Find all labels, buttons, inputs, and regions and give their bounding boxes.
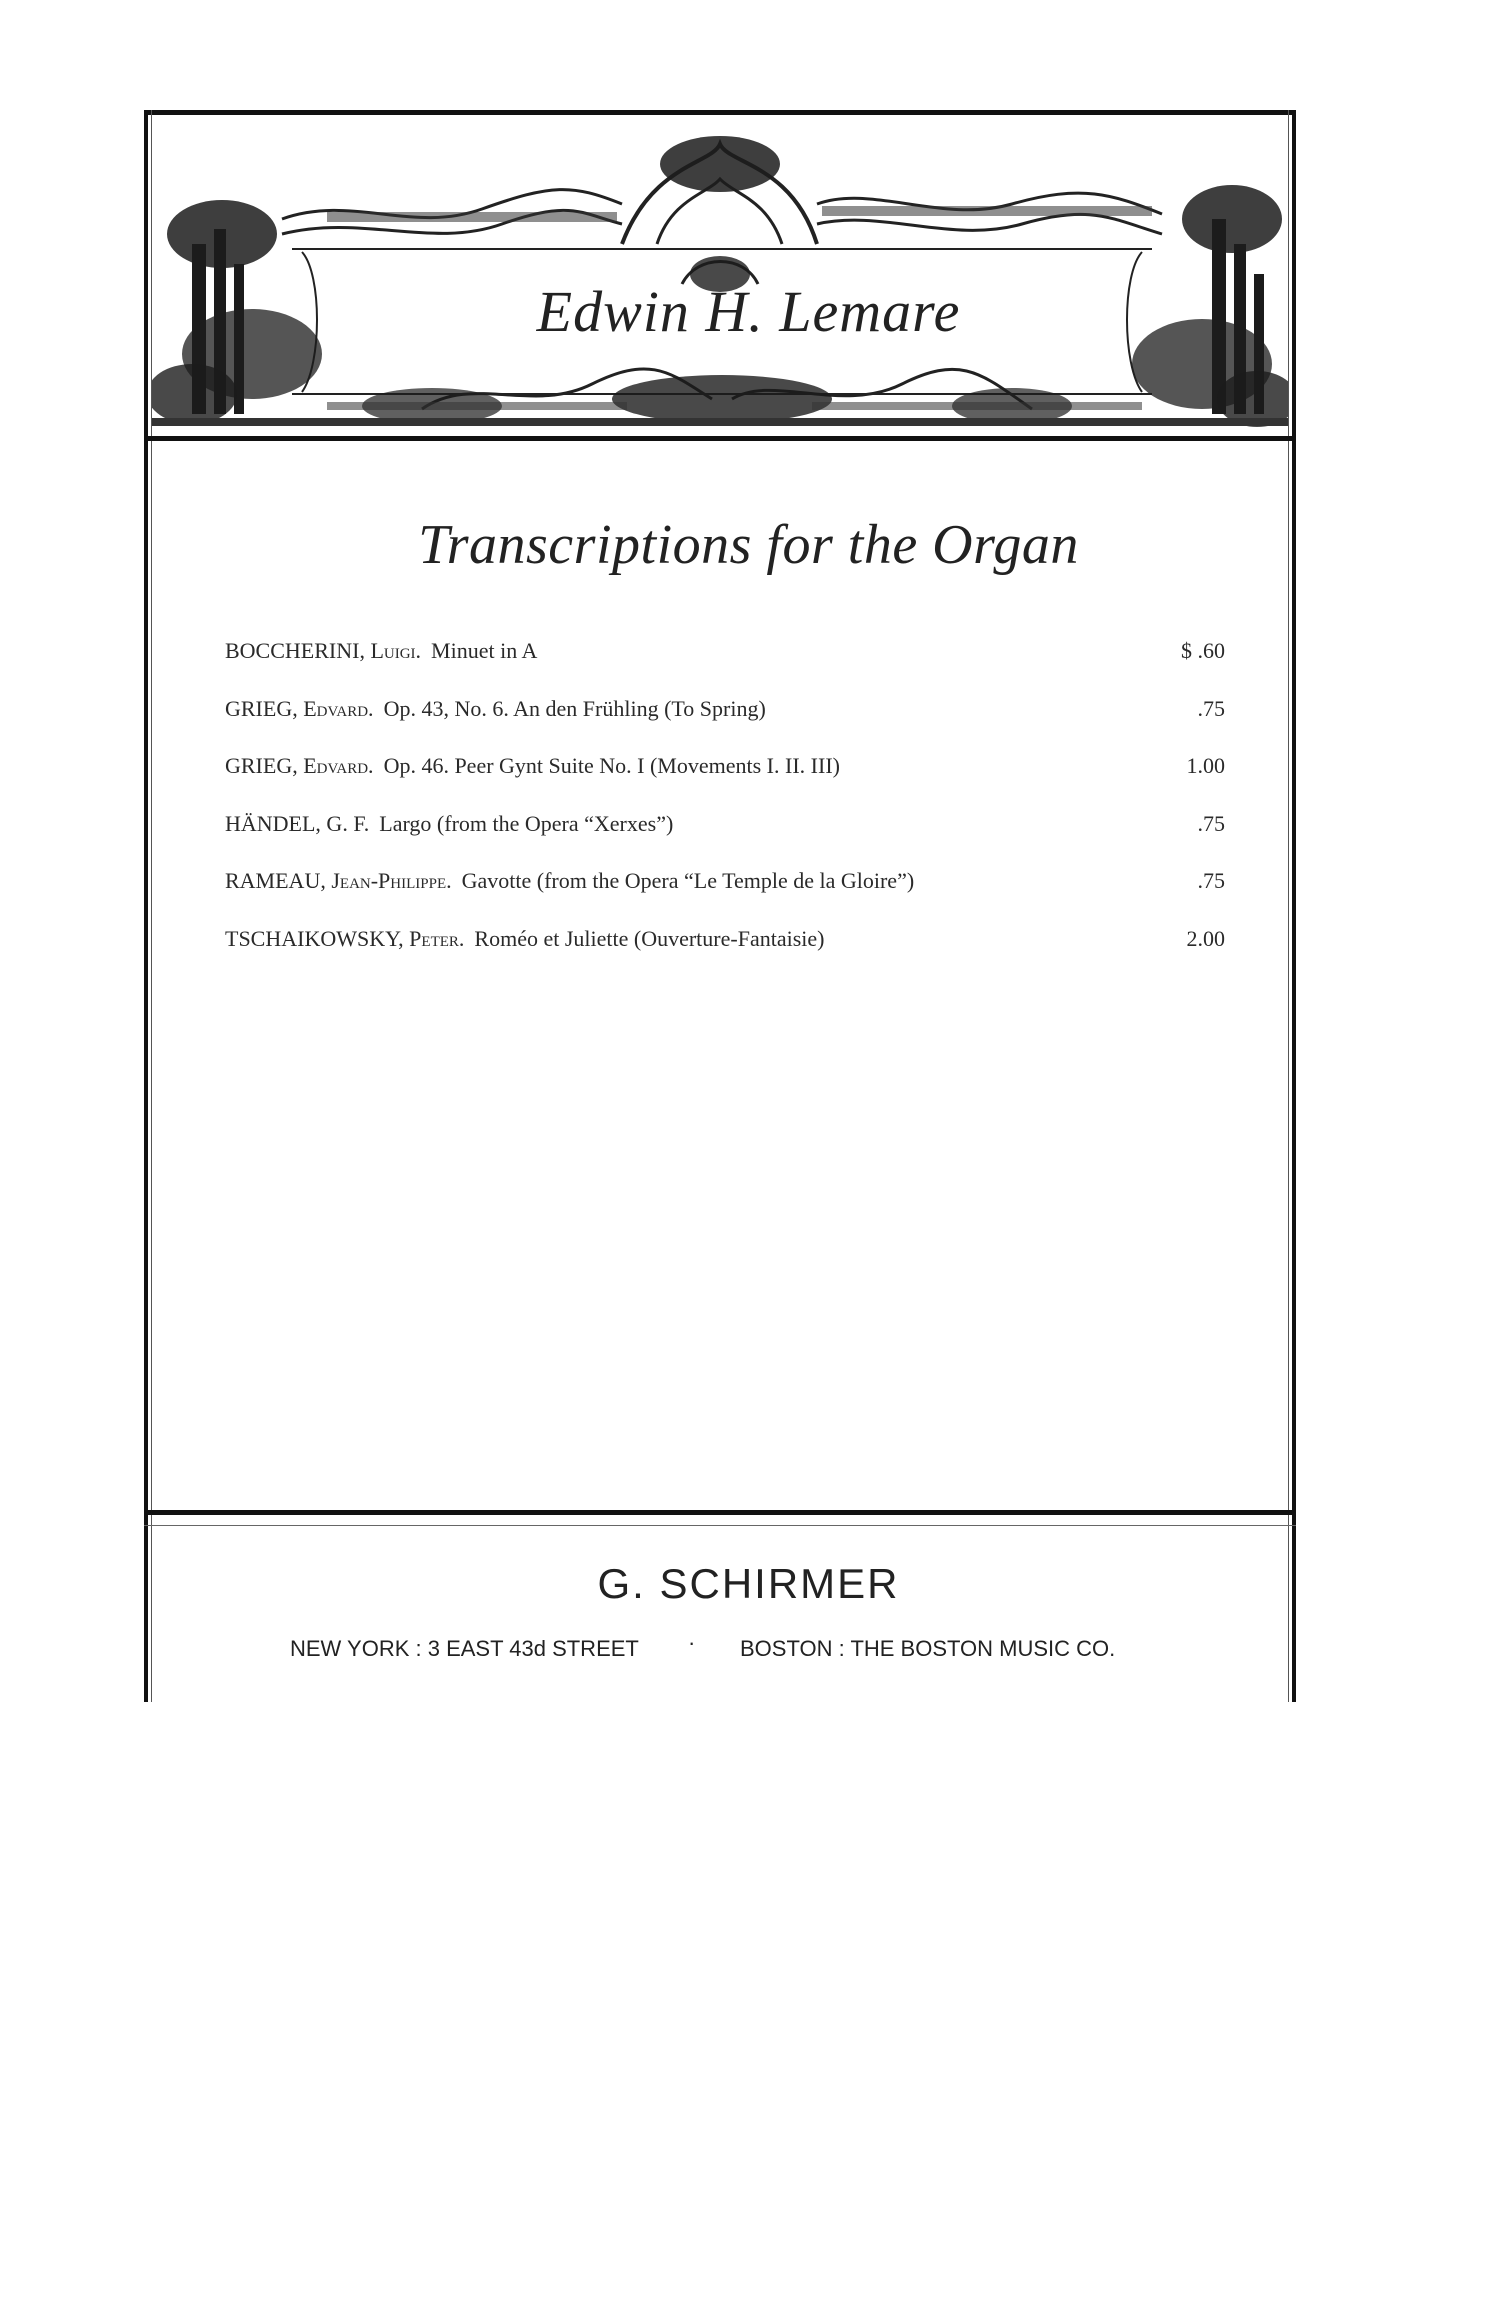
footer-thin-rule [144, 1525, 1296, 1526]
work-row [225, 696, 1225, 754]
work-composer: TSCHAIKOWSKY, Peter. Roméo et Juliette (Ouverture-Fantaisie) [225, 925, 825, 951]
new-york-address: NEW YORK : 3 EAST 43d STREET [290, 1636, 639, 1661]
work-composer: BOCCHERINI, Luigi. Minuet in A [225, 638, 538, 663]
footer-rule [144, 1510, 1296, 1515]
boston-address: BOSTON : THE BOSTON MUSIC CO. [740, 1636, 1116, 1661]
work-composer: RAMEAU, Jean-Philippe. Gavotte (from the Opera “Le Temple de la Gloire”) [225, 868, 915, 893]
work-price: 1.00 [1186, 753, 1225, 778]
frame-right-rule [1292, 110, 1296, 1702]
work-composer: HÄNDEL, G. F. Largo (from the Opera “Xerxes”) [225, 810, 674, 836]
work-row [225, 753, 1225, 811]
work-price: 2.00 [1186, 925, 1225, 951]
address-separator: · [688, 1630, 696, 1655]
frame-left-rule [144, 110, 148, 1702]
banner-bottom-rule [144, 436, 1296, 441]
frame-top-rule [144, 110, 1296, 115]
work-row [225, 926, 1225, 984]
banner-composer-name: Edwin H. Lemare [536, 279, 961, 344]
work-price: .75 [1197, 695, 1225, 721]
page-heading: Transcriptions for the Organ [418, 514, 1079, 576]
work-price: .75 [1197, 868, 1225, 893]
frame-right-inner-rule [1288, 110, 1289, 1702]
work-row [225, 868, 1225, 926]
publisher-name: G. SCHIRMER [597, 1560, 900, 1607]
work-composer: GRIEG, Edvard. Op. 43, No. 6. An den Frühling (To Spring) [225, 695, 766, 721]
work-row [225, 638, 1225, 696]
work-composer: GRIEG, Edvard. Op. 46. Peer Gynt Suite No. I (Movements I. II. III) [225, 753, 840, 778]
work-price: $ .60 [1181, 638, 1225, 663]
works-list [225, 638, 1225, 983]
work-price: .75 [1197, 810, 1225, 836]
work-row [225, 811, 1225, 869]
